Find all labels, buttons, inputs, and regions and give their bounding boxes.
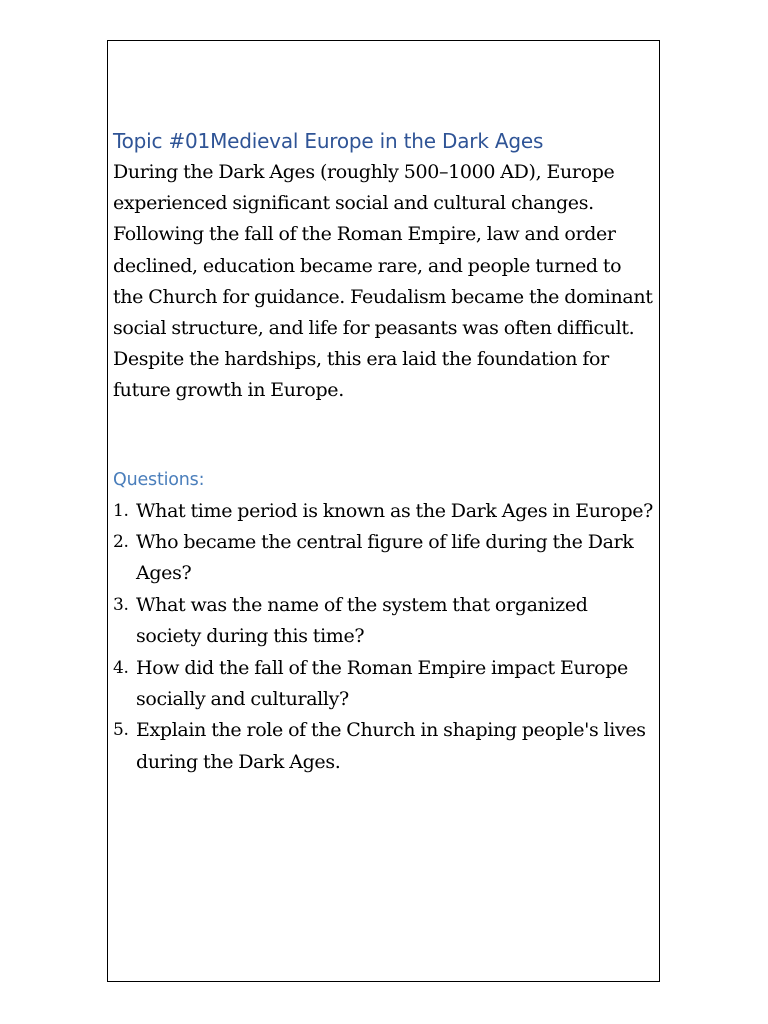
question-item-4 [113, 653, 653, 716]
question-text: What time period is known as the Dark Ages in Europe? [136, 499, 653, 522]
document-page [107, 40, 660, 982]
question-item-3 [113, 590, 653, 653]
questions-heading: Questions: [113, 469, 205, 490]
question-list [113, 496, 653, 779]
question-number: 2. [113, 532, 129, 553]
question-item-5 [113, 715, 653, 778]
intro-paragraph: During the Dark Ages (roughly 500–1000 AD), Europe experienced significant social and cultural changes. Following the fall of the Roman Empire, law and order declined, education became rare, and people turned to the Church for guidance. Feudalism became the dominant social structure, and life for peasants was often difficult. Despite the hardships, this era laid the foundation for future growth in Europe. [113, 161, 653, 402]
question-number: 1. [113, 500, 129, 521]
topic-title: Topic #01Medieval Europe in the Dark Ages [113, 129, 544, 153]
question-number: 3. [113, 594, 129, 615]
question-text: What was the name of the system that organized society during this time? [136, 593, 588, 648]
question-number: 4. [113, 657, 129, 678]
question-text: Who became the central figure of life during the Dark Ages? [136, 531, 634, 585]
question-item-1 [113, 496, 653, 527]
document-content [113, 125, 653, 778]
question-text: How did the fall of the Roman Empire impact Europe socially and culturally? [136, 656, 628, 711]
question-item-2 [113, 527, 653, 590]
question-text: Explain the role of the Church in shaping people's lives during the Dark Ages. [136, 719, 646, 773]
question-number: 5. [113, 720, 129, 741]
